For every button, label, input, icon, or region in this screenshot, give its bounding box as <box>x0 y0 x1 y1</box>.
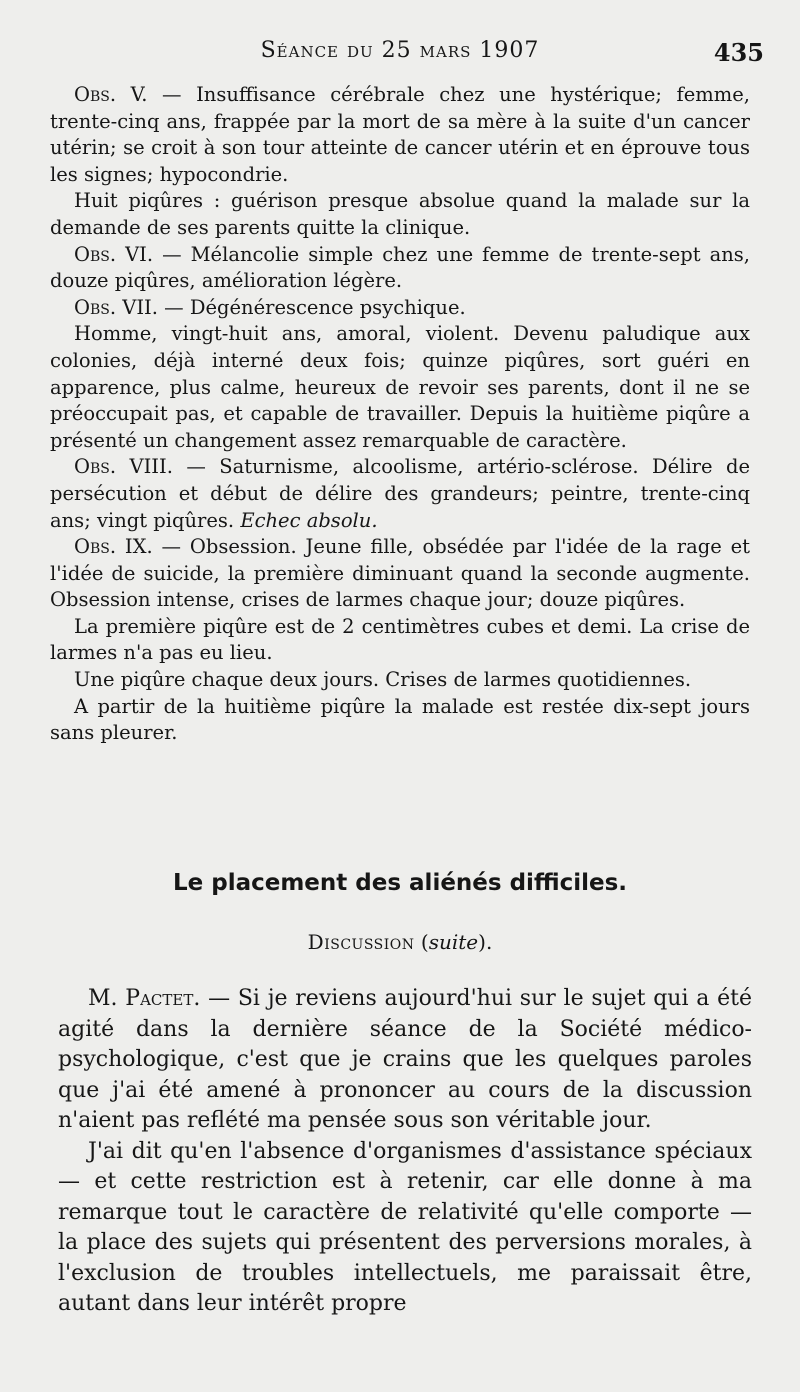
paragraph <box>50 188 750 241</box>
paragraph <box>50 667 750 694</box>
obs-label: Obs. VIII. <box>74 455 173 479</box>
section-subtitle: Discussion (suite). <box>307 930 493 954</box>
paragraph-text: — Saturnisme, alcoolisme, artério-sclérose. Délire de persécution et début de délire des grandeurs; peintre, trente-cinq ans; vingt piqûres. <box>50 455 751 532</box>
paragraph-text: La première piqûre est de 2 centimètres cubes et demi. La crise de larmes n'a pas eu lieu. <box>50 614 750 665</box>
paragraph-obs-vi <box>50 242 750 295</box>
obs-label: Obs. VII. <box>74 295 158 319</box>
page-header <box>0 34 800 70</box>
paragraph <box>50 614 750 667</box>
paragraph-text: — Insuffisance cérébrale chez une hystérique; femme, trente-cinq ans, frappée par la mort de sa mère à la suite d'un cancer utérin; se croit à son tour atteinte de cancer utérin et en éprouve tous les signes; hypocondrie. <box>50 83 750 186</box>
obs-label: Obs. VI. <box>74 242 154 266</box>
paragraph-obs-v <box>50 82 750 188</box>
page-number: 435 <box>713 38 764 67</box>
paragraph-obs-vii <box>50 295 750 322</box>
discussion-paragraph <box>58 1137 752 1320</box>
paragraph-text: Homme, vingt-huit ans, amoral, violent. Devenu paludique aux colonies, déjà interné deux fois; quinze piqûres, sort guéri en apparence, plus calme, heureux de revoir ses parents, dont il ne se préoccupait pas, et capable de travailler. Depuis la huitième piqûre a présenté un changement assez remarquable de caractère. <box>50 322 750 452</box>
paragraph-text: — Obsession. Jeune fille, obsédée par l'idée de la rage et l'idée de suicide, la première diminuant quand la seconde augmente. Obsession intense, crises de larmes chaque jour; douze piqûres. <box>50 535 750 612</box>
discussion-text <box>58 984 752 1320</box>
paragraph <box>50 321 750 454</box>
subtitle-word: Discussion <box>307 930 415 954</box>
obs-label: Obs. V. <box>74 83 148 106</box>
paragraph-text: Une piqûre chaque deux jours. Crises de larmes quotidiennes. <box>74 668 692 692</box>
paragraph <box>50 694 750 747</box>
obs-label: Obs. IX. <box>74 535 153 559</box>
running-title: Séance du 25 mars 1907 <box>260 38 540 63</box>
paragraph-text: — Mélancolie simple chez une femme de trente-sept ans, douze piqûres, amélioration légère. <box>50 242 750 293</box>
paragraph-text: — Dégénérescence psychique. <box>157 295 466 319</box>
paragraph-text: Huit piqûres : guérison presque absolue quand la malade sur la demande de ses parents quitte la clinique. <box>50 189 750 239</box>
emphasis-text: Echec absolu. <box>240 508 378 532</box>
speaker-name: M. Pactet. <box>88 986 201 1011</box>
section-title: Le placement des aliénés difficiles. <box>172 870 628 896</box>
paragraph-obs-ix <box>50 534 750 614</box>
paragraph-obs-viii <box>50 454 750 534</box>
paragraph-text: — Si je reviens aujourd'hui sur le sujet qui a été agité dans la dernière séance de la Société médico-psychologique, c'est que je crains que les quelques paroles que j'ai été amené à prononcer au cours de la discussion n'aient pas reflété ma pensée sous son véritable jour. <box>58 986 753 1133</box>
paragraph-text: J'ai dit qu'en l'absence d'organismes d'assistance spéciaux — et cette restriction est à retenir, car elle donne à ma remarque tout le caractère de relativité qu'elle comporte — la place des sujets qui présentent des perversions morales, à l'exclusion de troubles intellectuels, me paraissait être, autant dans leur intérêt propre <box>58 1138 752 1316</box>
subtitle-suite: suite <box>428 930 479 954</box>
paragraph-text: A partir de la huitième piqûre la malade est restée dix-sept jours sans pleurer. <box>50 694 750 745</box>
discussion-paragraph <box>58 984 752 1137</box>
observations-text <box>50 82 750 747</box>
